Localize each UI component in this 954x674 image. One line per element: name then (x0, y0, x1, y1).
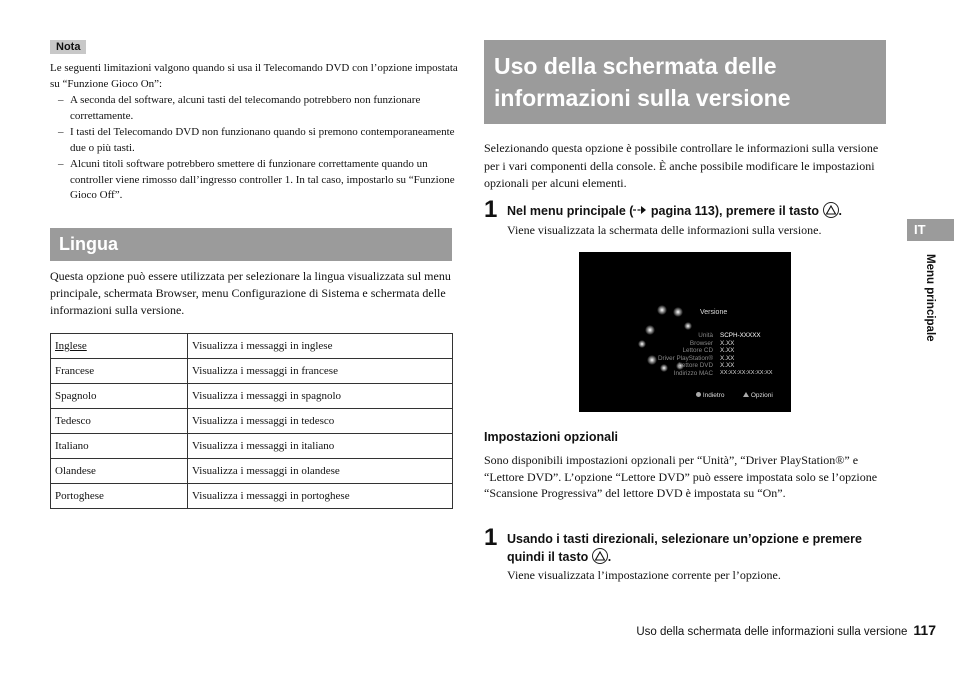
table-row (51, 409, 453, 434)
language-name: Tedesco (51, 409, 188, 434)
subsection-heading: Impostazioni opzionali (484, 430, 619, 444)
step-number: 1 (484, 524, 498, 551)
page-title-line: Uso della schermata delle (494, 53, 777, 79)
step-number: 1 (484, 196, 498, 223)
version-info-screen (579, 252, 791, 412)
step-description: Viene visualizzata l’impostazione corrente per l’opzione. (507, 568, 781, 582)
triangle-button-icon (823, 202, 839, 218)
screen-value: XX:XX:XX:XX:XX:XX (720, 370, 773, 376)
language-desc: Visualizza i messaggi in italiano (188, 434, 453, 459)
list-item: – I tasti del Telecomando DVD non funzionano quando si premono contemporaneamente due o più tasti. (50, 125, 460, 156)
nota-list (50, 93, 460, 205)
language-table (50, 333, 453, 509)
language-desc: Visualizza i messaggi in tedesco (188, 409, 453, 434)
step-description: Viene visualizzata la schermata delle informazioni sulla versione. (507, 223, 822, 237)
language-desc: Visualizza i messaggi in francese (188, 359, 453, 384)
language-desc: Visualizza i messaggi in portoghese (188, 484, 453, 509)
screen-title: Versione (700, 309, 728, 316)
step-heading: Usando i tasti direzionali, selezionare un’opzione e premere quindi il tasto . (507, 532, 862, 564)
table-row (51, 459, 453, 484)
section-intro: Selezionando questa opzione è possibile controllare le informazioni sulla versione per i vari componenti della console. È anche possibile modificare le impostazioni opzionali per alcuni elementi. (484, 141, 879, 190)
section-side-label: Menu principale (924, 254, 936, 342)
language-desc: Visualizza i messaggi in olandese (188, 459, 453, 484)
triangle-button-icon (592, 548, 608, 564)
table-row (51, 384, 453, 409)
nota-intro: Le seguenti limitazioni valgono quando si usa il Telecomando DVD con l’opzione impostata su “Funzione Gioco On”: (50, 62, 458, 90)
lingua-heading: Lingua (50, 228, 452, 261)
screen-label: Lettore CD (682, 347, 713, 354)
language-name: Portoghese (51, 484, 188, 509)
lingua-description: Questa opzione può essere utilizzata per selezionare la lingua visualizzata sul menu principale, schermata Browser, menu Configurazione di Sistema e schermata delle informazioni sulla versione. (50, 269, 451, 317)
screen-label: Driver PlayStation® (657, 355, 713, 362)
language-name: Francese (51, 359, 188, 384)
screen-options-hint: Opzioni (743, 392, 773, 399)
language-desc: Visualizza i messaggi in inglese (188, 334, 453, 359)
page-title (484, 40, 886, 124)
page-title-line: informazioni sulla versione (494, 85, 791, 111)
table-row (51, 484, 453, 509)
screen-back-hint: Indietro (696, 392, 725, 399)
page-footer (636, 622, 936, 638)
page-number: 117 (913, 622, 936, 638)
screen-label: Lettore DVD (678, 362, 713, 369)
table-row (51, 334, 453, 359)
circle-button-icon (696, 392, 701, 397)
screen-label: Indirizzo MAC (673, 370, 713, 377)
list-item: – A seconda del software, alcuni tasti del telecomando potrebbero non funzionare correttamente. (50, 93, 460, 124)
step-heading: Nel menu principale ( pagina 113), premere il tasto . (507, 204, 842, 218)
screen-label: Unità (698, 332, 713, 339)
screen-value: X.XX (720, 362, 735, 369)
subsection-text: Sono disponibili impostazioni opzionali per “Unità”, “Driver PlayStation®” e “Lettore DVD”. L’opzione “Lettore DVD” può essere impostata solo se l’opzione “Scansione Progressiva” del lettore DVD è impostata su “On”. (484, 453, 878, 500)
screen-value: X.XX (720, 355, 735, 362)
list-item: – Alcuni titoli software potrebbero smettere di funzionare correttamente quando un controller viene rimosso dall’ingresso controller 1. In tal caso, impostarlo su “Funzione Gioco Off”. (50, 157, 460, 204)
triangle-button-icon (743, 392, 749, 397)
table-row (51, 359, 453, 384)
language-desc: Visualizza i messaggi in spagnolo (188, 384, 453, 409)
language-side-tab: IT (907, 219, 954, 241)
language-name: Olandese (51, 459, 188, 484)
screen-value: X.XX (720, 347, 735, 354)
footer-title: Uso della schermata delle informazioni sulla versione (636, 626, 908, 638)
screen-label: Browser (689, 340, 713, 347)
table-row (51, 434, 453, 459)
language-name: Italiano (51, 434, 188, 459)
screen-value: X.XX (720, 340, 735, 347)
screen-value: SCPH-XXXXX (720, 332, 761, 339)
language-name: Inglese (51, 334, 188, 359)
nota-tag: Nota (50, 40, 86, 54)
arrow-right-icon (633, 205, 647, 215)
language-name: Spagnolo (51, 384, 188, 409)
